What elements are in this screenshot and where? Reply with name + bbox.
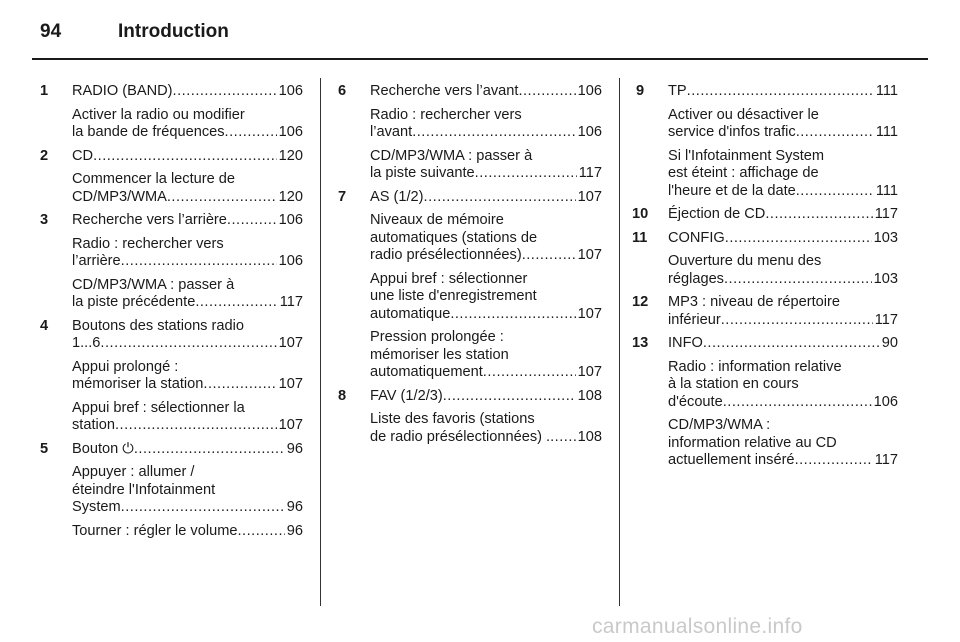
entry-text: TP [668,83,687,99]
page-reference: 107 [278,417,303,433]
entry-leader-line [668,394,898,412]
entry-leader-line [668,312,898,330]
page-reference: 106 [577,83,602,99]
entry-text: CONFIG [668,229,725,246]
entry-leader-line [72,441,303,459]
entry-number: 8 [338,387,347,404]
entry-text-line: Liste des favoris (stations [370,411,535,427]
header-rule [32,58,928,60]
leader-dots [195,294,277,312]
page-reference: 107 [278,335,303,351]
entry-number: 11 [632,229,648,246]
leader-dots [721,312,873,330]
entry-item [370,83,602,101]
leader-dots [518,83,575,101]
entry-text: Recherche vers l’avant [370,83,519,99]
entry-leader-line [668,452,898,470]
entry-leader-line [668,124,898,142]
page-reference: 106 [278,253,303,269]
leader-dots [522,247,576,265]
index-entry [636,83,898,200]
entry-item [370,329,602,382]
index-entry [40,318,303,435]
index-entry [632,335,898,470]
index-entry [338,189,602,382]
entry-item [370,271,602,324]
page-reference: 96 [286,499,303,515]
entry-text: automatique [370,305,451,322]
leader-dots [687,83,874,101]
index-entry [632,206,898,224]
entry-item [668,253,898,288]
page-reference: 120 [278,147,303,164]
entry-leader-line [370,124,602,142]
page-reference: 107 [577,247,602,263]
entry-item [72,171,303,206]
entry-text-line: Commencer la lecture de [72,171,236,187]
entry-text-line: une liste d'enregistrement [370,288,537,304]
index-entry [40,148,303,207]
leader-dots [443,388,576,406]
leader-dots [795,452,873,470]
leader-dots [725,230,872,248]
entry-leader-line [72,212,303,230]
entry-item [72,359,303,394]
entry-text: réglages [668,270,724,287]
entry-leader-line [370,364,602,382]
page-reference: 111 [875,182,898,199]
entry-leader-line [370,306,602,324]
entry-text-line: Ouverture du menu des [668,253,822,269]
entry-item [668,417,898,470]
column-2 [338,77,602,452]
page-reference: 117 [874,311,898,328]
entry-text: Bouton ⏻ [72,440,134,457]
entry-text: mémoriser la station [72,376,204,392]
leader-dots [134,441,285,459]
entry-text: la bande de fréquences [72,124,225,140]
entry-text: d'écoute [668,393,723,410]
entry-text-line: automatiques (stations de [370,229,538,246]
entry-text: AS (1/2) [370,188,424,205]
entry-item [668,107,898,142]
entry-text-line: Pression prolongée : [370,329,504,345]
entry-text-line: mémoriser les station [370,346,509,363]
entry-item [668,335,898,353]
index-entry [40,212,303,312]
page-reference: 117 [279,294,303,310]
entry-item [72,441,303,459]
leader-dots [703,335,880,353]
page-reference: 106 [278,124,303,140]
page-reference: 111 [875,83,898,99]
entry-text: INFO [668,335,703,351]
entry-text-line: Activer ou désactiver le [668,106,819,123]
entry-text: inférieur [668,311,721,328]
entry-text: CD/MP3/WMA [72,188,167,205]
entry-item [668,206,898,224]
entry-leader-line [370,165,602,183]
entry-text-line: est éteint : affichage de [668,165,819,181]
entry-item [668,83,898,101]
entry-leader-line [668,183,898,201]
entry-text: l'heure et de la date [668,182,796,199]
entry-text: service d'infos trafic [668,124,796,140]
page-reference: 107 [577,364,602,380]
entry-text-line: Appuyer : allumer / [72,464,195,480]
entry-leader-line [370,247,602,265]
entry-text: automatiquement [370,364,483,380]
entry-item [72,523,303,541]
page-reference: 106 [278,83,303,99]
index-entry [40,441,303,541]
entry-text: Recherche vers l’arrière [72,212,227,228]
leader-dots [550,429,576,447]
leader-dots [450,306,575,324]
leader-dots [412,124,575,142]
entry-item [72,400,303,435]
entry-text: 1...6 [72,335,101,351]
column-divider-2 [619,78,620,606]
entry-text: System [72,499,121,515]
leader-dots [203,376,276,394]
leader-dots [237,523,284,541]
entry-text-line: Radio : information relative [668,358,842,375]
entry-leader-line [72,417,303,435]
leader-dots [121,499,285,517]
entry-text-line: Activer la radio ou modifier [72,106,245,123]
leader-dots [724,271,872,289]
entry-number: 10 [632,206,649,222]
page-reference: 117 [578,165,602,181]
leader-dots [167,189,277,207]
leader-dots [227,212,277,230]
entry-text: FAV (1/2/3) [370,387,443,404]
entry-leader-line [72,499,303,517]
entry-text-line: information relative au CD [668,434,837,451]
entry-number: 9 [636,83,645,99]
leader-dots [225,124,277,142]
entry-text: station [72,417,115,433]
entry-text: RADIO (BAND) [72,83,173,99]
entry-item [370,411,602,446]
page-reference: 103 [873,229,898,246]
entry-item [668,294,898,329]
entry-text: CD [72,147,94,164]
entry-text-line: CD/MP3/WMA : passer à [72,276,235,293]
entry-text: la piste précédente [72,294,196,310]
entry-item [72,83,303,101]
leader-dots [483,364,576,382]
entry-text-line: Si l'Infotainment System [668,147,825,164]
leader-dots [765,206,872,224]
leader-dots [796,124,874,142]
leader-dots [796,183,874,201]
page-reference: 96 [286,522,303,539]
entry-text: l’avant [370,124,413,140]
entry-item [72,212,303,230]
page-reference: 117 [874,452,898,468]
leader-dots [115,417,277,435]
entry-text-line: Appui prolongé : [72,358,179,375]
entry-text-line: Boutons des stations radio [72,317,244,334]
entry-leader-line [72,523,303,541]
page-reference: 96 [286,440,303,457]
index-entry [632,294,898,329]
entry-leader-line [668,335,898,353]
entry-text-line: Niveaux de mémoire [370,212,504,228]
entry-number: 12 [632,294,649,310]
page-reference: 103 [873,270,898,287]
entry-item [370,189,602,207]
entry-number: 3 [40,212,49,228]
entry-text-line: éteindre l'Infotainment [72,481,216,498]
entry-item [72,148,303,166]
entry-text: Éjection de CD [668,206,766,222]
index-entry [632,229,898,289]
entry-text: de radio présélectionnées) . [370,428,551,445]
entry-text-line: CD/MP3/WMA : [668,417,771,433]
entry-text-line: CD/MP3/WMA : passer à [370,147,533,164]
entry-leader-line [370,83,602,101]
entry-number: 1 [40,83,49,99]
leader-dots [173,83,277,101]
page-reference: 90 [881,335,898,351]
entry-number: 5 [40,440,49,457]
entry-leader-line [72,376,303,394]
entry-item [370,107,602,142]
column-3 [632,77,898,476]
entry-leader-line [668,83,898,101]
entry-item [370,388,602,406]
leader-dots [93,148,277,166]
leader-dots [723,394,872,412]
entry-leader-line [370,429,602,447]
page-reference: 108 [577,387,602,404]
entry-leader-line [370,189,602,207]
entry-item [668,230,898,248]
entry-leader-line [72,124,303,142]
entry-leader-line [72,335,303,353]
page-number: 94 [40,21,62,42]
page-reference: 106 [577,124,602,140]
entry-text: radio présélectionnées) [370,247,522,263]
entry-item [72,464,303,517]
index-entry [338,388,602,447]
page-reference: 108 [577,428,602,445]
entry-item [668,359,898,412]
entry-item [72,107,303,142]
entry-item [72,318,303,353]
entry-text-line: MP3 : niveau de répertoire [668,294,840,310]
entry-text-line: Radio : rechercher vers [72,235,224,252]
leader-dots [424,189,576,207]
entry-item [72,277,303,312]
page-reference: 107 [577,188,602,205]
page-reference: 106 [873,393,898,410]
entry-item [370,148,602,183]
entry-item [668,148,898,201]
page-reference: 120 [278,188,303,205]
entry-leader-line [668,230,898,248]
entry-leader-line [72,294,303,312]
column-1 [40,77,303,546]
entry-leader-line [370,388,602,406]
index-entry [40,83,303,142]
entry-number: 6 [338,83,347,99]
page-reference: 106 [278,212,303,228]
entry-leader-line [72,189,303,207]
page-title: Introduction [118,21,229,42]
entry-text: l’arrière [72,253,121,269]
entry-text-line: à la station en cours [668,376,799,392]
entry-leader-line [668,206,898,224]
entry-text-line: Appui bref : sélectionner la [72,399,245,416]
leader-dots [100,335,276,353]
page-reference: 107 [577,305,602,322]
entry-number: 7 [338,188,347,205]
entry-leader-line [72,83,303,101]
leader-dots [121,253,277,271]
entry-text: actuellement inséré [668,452,795,468]
column-divider-1 [320,78,321,606]
entry-number: 13 [632,335,649,351]
entry-item [72,236,303,271]
entry-leader-line [72,148,303,166]
index-entry [338,83,602,183]
entry-text: la piste suivante [370,165,475,181]
entry-number: 4 [40,317,49,334]
entry-text-line: Appui bref : sélectionner [370,270,528,287]
leader-dots [475,165,577,183]
entry-number: 2 [40,147,49,164]
page-reference: 111 [875,124,898,140]
entry-leader-line [72,253,303,271]
entry-leader-line [668,271,898,289]
watermark-text: carmanualsonline.info [592,615,803,638]
entry-text: Tourner : régler le volume [72,522,238,539]
entry-text-line: Radio : rechercher vers [370,106,522,123]
page-reference: 107 [278,376,303,392]
entry-item [370,212,602,265]
page-reference: 117 [874,206,898,222]
